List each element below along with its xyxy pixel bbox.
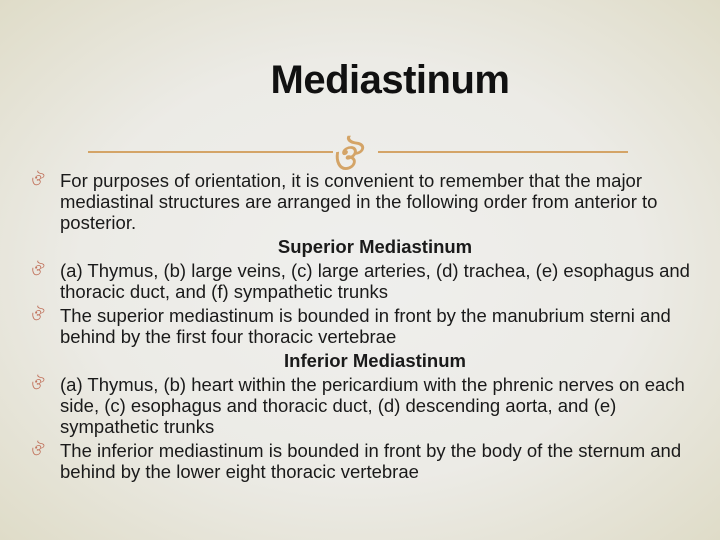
swirl-bullet-icon: ঔ <box>30 306 43 324</box>
bullet-item-superior-structures <box>30 260 690 302</box>
heading-inferior-mediastinum: Inferior Mediastinum <box>284 350 466 371</box>
title-divider <box>88 138 628 178</box>
bullet-text: (a) Thymus, (b) large veins, (c) large arteries, (d) trachea, (e) esophagus and thoracic duct, and (f) sympathetic trunks <box>60 260 690 302</box>
bullet-text: For purposes of orientation, it is convenient to remember that the major mediastinal structures are arranged in the following order from anterior to posterior. <box>60 170 658 233</box>
divider-line-right <box>378 151 628 153</box>
bullet-text: The inferior mediastinum is bounded in front by the body of the sternum and behind by the lower eight thoracic vertebrae <box>60 440 682 482</box>
swirl-bullet-icon: ঔ <box>30 375 43 393</box>
bullet-item-superior-bounds <box>30 305 690 347</box>
heading-superior-mediastinum: Superior Mediastinum <box>277 236 473 257</box>
swirl-bullet-icon: ঔ <box>30 171 43 189</box>
swirl-ornament-icon: ঔ <box>331 138 359 178</box>
bullet-item-inferior-bounds <box>30 440 690 482</box>
bullet-text: The superior mediastinum is bounded in front by the manubrium sterni and behind by the first four thoracic vertebrae <box>60 305 671 347</box>
slide-body <box>30 170 690 485</box>
divider-line-left <box>88 151 333 153</box>
bullet-item-inferior-structures <box>30 374 690 437</box>
bullet-item-orientation <box>30 170 690 233</box>
swirl-bullet-icon: ঔ <box>30 441 43 459</box>
bullet-text: (a) Thymus, (b) heart within the pericardium with the phrenic nerves on each side, (c) esophagus and thoracic duct, (d) descending aorta, and (e) sympathetic trunks <box>60 374 685 437</box>
slide-title: Mediastinum <box>270 58 510 102</box>
swirl-bullet-icon: ঔ <box>30 261 43 279</box>
